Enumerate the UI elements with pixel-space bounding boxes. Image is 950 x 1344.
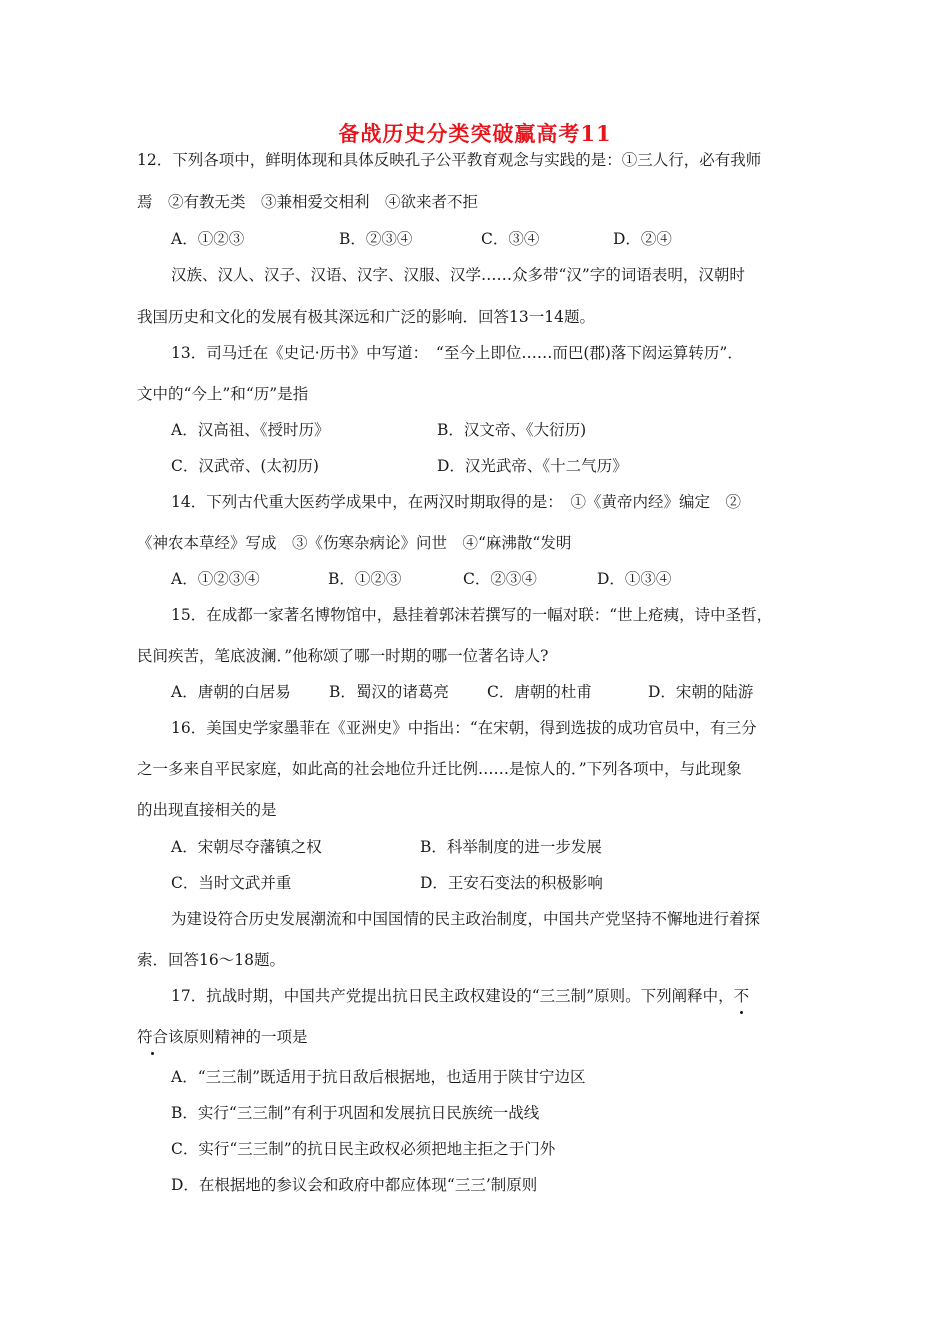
q15-option-c: C．唐朝的杜甫 <box>487 683 592 701</box>
q15-option-b: B．蜀汉的诸葛亮 <box>329 683 449 701</box>
q14-option-c: C．②③④ <box>463 570 537 588</box>
q17-emphasis-accord: 符合 <box>137 1028 169 1046</box>
q16-option-a: A．宋朝尽夺藩镇之权 <box>171 838 322 856</box>
q13-option-d: D．汉光武帝、《十二气历》 <box>437 457 628 475</box>
q15-option-d: D．宋朝的陆游 <box>648 683 754 701</box>
intro-16-18-line2: 索．回答16～18题。 <box>137 951 285 969</box>
q13-stem-line1: 13．司马迁在《史记·历书》中写道： “至今上即位……而巴(郡)落下闳运算转历”． <box>171 344 743 362</box>
intro-13-14-line2: 我国历史和文化的发展有极其深远和广泛的影响．回答13一14题。 <box>137 308 595 326</box>
q14-option-a: A．①②③④ <box>171 570 260 588</box>
q16-stem-line2: 之一多来自平民家庭，如此高的社会地位升迁比例……是惊人的．”下列各项中，与此现象 <box>137 760 742 778</box>
q14-option-d: D．①③④ <box>597 570 672 588</box>
q13-stem-line2: 文中的“今上”和“历”是指 <box>137 385 309 403</box>
q17-stem-text: 17．抗战时期，中国共产党提出抗日民主政权建设的“三三制”原则。下列阐释中， <box>171 987 734 1005</box>
q17-stem-rest: 该原则精神的一项是 <box>168 1028 308 1046</box>
q16-stem-line1: 16．美国史学家墨菲在《亚洲史》中指出：“在宋朝，得到选拔的成功官员中，有三分 <box>171 719 757 737</box>
q12-stem-line2: 焉 ②有教无类 ③兼相爱交相利 ④欲来者不拒 <box>137 193 479 211</box>
q16-option-d: D．王安石变法的积极影响 <box>420 874 603 892</box>
q12-option-b: B．②③④ <box>339 230 413 248</box>
q12-option-c: C．③④ <box>481 230 540 248</box>
q14-option-b: B．①②③ <box>328 570 402 588</box>
q12-option-a: A．①②③ <box>171 230 245 248</box>
q12-option-d: D．②④ <box>613 230 672 248</box>
q13-option-a: A．汉高祖、《授时历》 <box>171 421 330 439</box>
intro-16-18-line1: 为建设符合历史发展潮流和中国国情的民主政治制度，中国共产党坚持不懈地进行着探 <box>171 910 761 928</box>
q17-emphasis-not: 不 <box>733 987 750 1005</box>
q16-option-c: C．当时文武并重 <box>171 874 292 892</box>
q12-stem-line1: 12．下列各项中，鲜明体现和具体反映孔子公平教育观念与实践的是：①三人行，必有我师 <box>137 151 762 169</box>
q17-option-a: A．“三三制”既适用于抗日敌后根据地，也适用于陕甘宁边区 <box>171 1068 586 1086</box>
q13-option-b: B．汉文帝、《大衍历) <box>437 421 587 439</box>
q17-option-c: C．实行“三三制”的抗日民主政权必须把地主拒之于门外 <box>171 1140 556 1158</box>
q17-option-d: D．在根据地的参议会和政府中都应体现“三三’制原则 <box>171 1176 538 1194</box>
q16-option-b: B．科举制度的进一步发展 <box>420 838 602 856</box>
intro-13-14-line1: 汉族、汉人、汉子、汉语、汉字、汉服、汉学……众多带“汉”字的词语表明，汉朝时 <box>171 266 745 284</box>
q15-option-a: A．唐朝的白居易 <box>171 683 291 701</box>
q13-option-c: C．汉武帝、(太初历) <box>171 457 319 475</box>
q17-stem-line2 <box>137 1027 308 1047</box>
q14-stem-line1: 14．下列古代重大医药学成果中，在两汉时期取得的是： ①《黄帝内经》编定 ② <box>171 493 741 511</box>
q15-stem-line2: 民间疾苦，笔底波澜．”他称颂了哪一时期的哪一位著名诗人? <box>137 647 549 665</box>
document-title: 备战历史分类突破赢高考11 <box>338 121 612 146</box>
q17-stem-line1 <box>171 986 749 1006</box>
q15-stem-line1: 15．在成都一家著名博物馆中，悬挂着郭沫若撰写的一幅对联：“世上疮痍，诗中圣哲， <box>171 606 773 624</box>
q17-option-b: B．实行“三三制”有利于巩固和发展抗日民族统一战线 <box>171 1104 540 1122</box>
q14-stem-line2: 《神农本草经》写成 ③《伤寒杂病论》问世 ④“麻沸散“发明 <box>137 534 572 552</box>
q16-stem-line3: 的出现直接相关的是 <box>137 801 277 819</box>
